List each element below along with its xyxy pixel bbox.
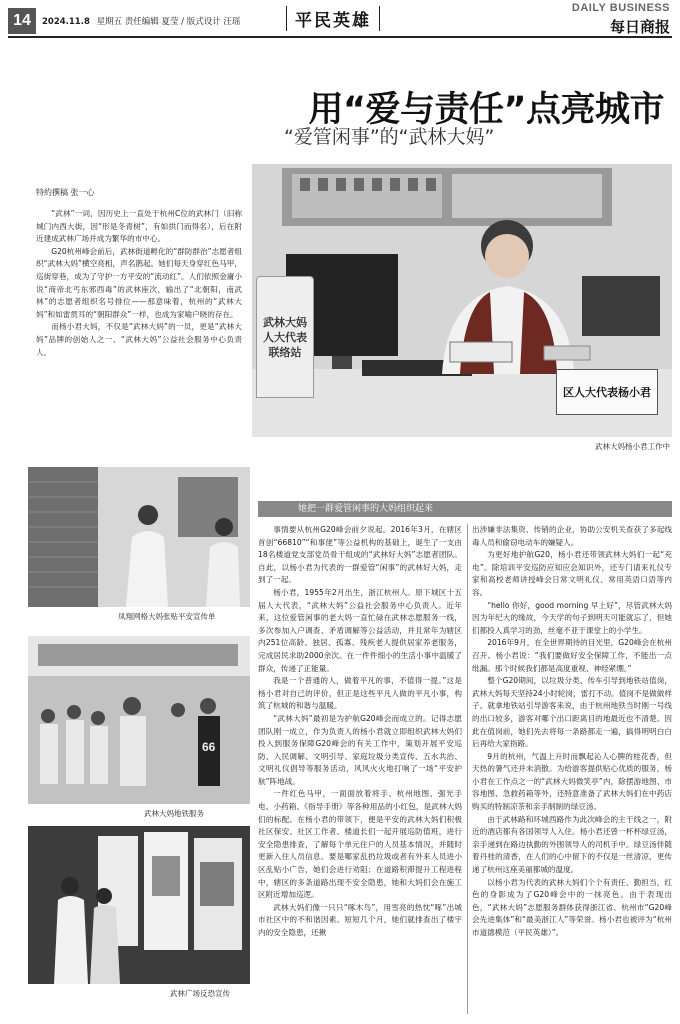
subheadline: “爱管闲事”的“武林大妈” bbox=[284, 126, 495, 148]
paragraph: 出涉嫌非法集资、传销的企业，协助公安机关查获了多起线毒人员和偷窃电动车的嫌疑人。 bbox=[472, 525, 672, 547]
banner-line: 联络站 bbox=[268, 345, 302, 359]
body-column-1 bbox=[258, 524, 462, 940]
paragraph: “武林大妈”最初是为护航G20峰会而成立的。记得志愿团队刚一成立，作为负责人的杨小君就立即组织武林大妈们投入到服务保障G20峰会的有关工作中，策划开展平安巡防、入民调解、文明引导、家庭垃圾分类宣传、五水共治、文明礼仪倡导等服务活动，风风火火地打响了一场“平安护航”阵地战。 bbox=[258, 713, 462, 786]
page-number: 14 bbox=[8, 8, 36, 34]
section-title-bar bbox=[258, 501, 672, 517]
body-column-2 bbox=[472, 524, 672, 940]
paragraph: G20杭州峰会前后，武林街道孵化的“群防群治”志愿者组织“武林大妈”横空亮相，声名鹊起。她们每天身穿红色马甲，巡街穿巷，成为了守护一方平安的“流动红”。人们依照金庸小说“商帝北丐东邪西毒”的武林座次，输出了“北朝阳，南武林”的志愿者组织名号排位——那意味着，杭州的“武林大妈”和如雷贯耳的“朝阳群众”一样，也成为家喻户晓的存在。 bbox=[36, 246, 242, 319]
paragraph: 9月的杭州，气温上升时而飘起沁人心脾的桂花香，但天热的暑气还并未消散。为给游客提供贴心优质的服务，杨小君在工作点之一的“武林大妈微笑亭”内，除摆游地图、市容地图、急救药箱等外，还特意准备了武林大妈们在中药店购买的特制凉茶和亲手制制的绿豆汤。 bbox=[472, 751, 672, 812]
photo-poster-posting bbox=[28, 467, 250, 607]
main-photo-caption: 武林大妈杨小君工作中 bbox=[595, 442, 670, 451]
column-label: 平民英雄 bbox=[286, 6, 380, 31]
liaison-banner bbox=[256, 276, 314, 398]
paragraph: 事情要从杭州G20峰会前夕说起。2016年3月，在辖区首创“66810”“和事佬”等公益机构的基础上，诞生了一支由18名楼道党支部党员骨干组成的“武林好大妈”志愿者团队。自此，以杨小君为代表的一群爱管“闲事”的武林好大妈，走到了一起。 bbox=[258, 525, 462, 585]
issue-date: 2024.11.8 bbox=[42, 17, 90, 27]
photo3-caption: 武林大妈地铁服务 bbox=[144, 809, 204, 818]
photo2-caption: 凤翔网格大妈张贴平安宣传单 bbox=[118, 612, 216, 621]
headline: 用“爱与责任”点亮城市 bbox=[308, 90, 664, 130]
photo-metro-service bbox=[28, 636, 250, 804]
intro-text bbox=[36, 208, 242, 359]
jersey-number: 66 bbox=[202, 740, 216, 754]
paragraph: 为更好地护航G20，杨小君还带领武林大妈们一起“充电”。除培训平安巡防应知应会知识外，还专门请来礼仪专家和高校老师讲授峰会日常文明礼仪、常用英语口语等内容。 bbox=[472, 550, 672, 597]
photo-antiterror-promo bbox=[28, 826, 250, 984]
photo-metro-illustration bbox=[28, 636, 250, 804]
main-photo bbox=[252, 164, 672, 437]
brand-chinese: 每日商报 bbox=[609, 18, 670, 36]
column-divider bbox=[467, 524, 468, 1014]
paragraph: 2016年9月，在全世界期待的目光里，G20峰会在杭州召开。杨小君说：“我们要做好安全保障工作，不能出一点纰漏。那个时候我们都是高度重视、神经紧绷。” bbox=[472, 638, 672, 673]
paragraph: 杨小君，1955年2月出生，浙江杭州人。原下城区十五届人大代表，“武林大妈”公益社会服务中心负责人。近年来，这位爱管闲事的老大妈一直忙碌在武林志愿服务一线，多次参加入户调查、矛盾调解等公益活动，并且常年为辖区内251位高龄、独居、孤寡、残疾老人提供居家养老服务，完成居民求助2000余次。在一件件细小的生活小事中温暖了群众，传递了正能量。 bbox=[258, 587, 462, 673]
editor-credit: 星期五 责任编辑 夏莹 / 版式设计 汪瑶 bbox=[96, 17, 241, 27]
paragraph: 以杨小君为代表的武林大妈们个个有责任、勤担当，红色的身影成为了G20峰会中的一抹亮色。由于表现出色，“武林大妈”志愿服务群体获得浙江省、杭州市“G20峰会先进集体”和“最美浙江人”等荣誉。杨小君也被评为“杭州市道德模范（平民英雄）”。 bbox=[472, 877, 672, 937]
paragraph: 一件红色马甲，一面面放着将手、杭州地图、强光手电、小药箱、《指导手册》等各种用品的小红包，是武林大妈们的标配。在杨小君的带领下，便是平安的武林大妈们积极社区保安、社区工作者、楼道长们一起开展巡防值班，进行安全隐患排查，了解每个单元住户的人员基本情况，并随时更新入住人员信息。要是哪家乱扔垃圾或者有外来人员进小区乱贴小广告，她们会进行劝阻；在道路积滞提升工程进程中，辖区的多条道路出现不安全隐患，她和大妈们会在施工区附近增加巡逻。 bbox=[258, 789, 462, 900]
brand-english: DAILY BUSINESS bbox=[571, 2, 670, 14]
paragraph: 武林大妈们像一只只“啄木鸟”，用雪亮的热忱“啄”出城市社区中的不和谐因素。短短几个月，她们就排查出了楼宇内的安全隐患，还揪 bbox=[258, 902, 462, 937]
header-rule bbox=[8, 36, 672, 38]
byline: 特約撰稿 张一心 bbox=[36, 188, 95, 197]
paragraph: 整个G20期间，以垃圾分类、传车引导到地铁站值岗，武林大妈每天坚持24小时轮岗，雷打不动。值岗不是做做样子。就拿地铁站引导游客来说，由于杭州地铁当时刚一号线的出口较多，游客对哪个出口距离目的地最近也不清楚。因此在值岗前，她们先去将每一条路都走一遍，搞得明明白白后再给大家指路。 bbox=[472, 676, 672, 749]
paragraph: 由于武林路和环城西路作为此次峰会的主干线之一，附近的酒店都有各国领导人入住。杨小君还曾一杯杯绿豆汤，亲手递到在路边执勤的外围领导人的司机手中。绿豆汤伴随着丹桂的清香，在人们的心中留下的不仅是一丝清凉，更传递了杭州这座美丽都城的温度。 bbox=[472, 814, 672, 875]
issue-meta bbox=[42, 15, 240, 27]
paragraph: 而杨小君大妈，不仅是“武林大妈”的一员，更是“武林大妈”品牌的创始人之一、“武林大妈”公益社会服务中心负责人。 bbox=[36, 322, 242, 357]
photo-antiterror-illustration bbox=[28, 826, 250, 984]
section-title: 她把一群爱管闲事的大妈组织起来 bbox=[298, 504, 434, 514]
paragraph: “hello 你好，good morning 早上好”，尽管武林大妈因为年纪大的缘故，今天学的句子到明天可能就忘了，但她们都投入真学习的劲，丝毫不亚于课堂上的小学生。 bbox=[472, 600, 672, 635]
photo4-caption: 武林广场反恐宣传 bbox=[170, 989, 230, 998]
paragraph: “武林”一词，因历史上一直处于杭州C位的武林门（旧称城门内西大街，因“形是冬青树”，有如拱门而得名），后在附近建成武林广场并成为繁华的市中心。 bbox=[36, 209, 242, 244]
paragraph: 我是一个普通的人，做着平凡的事，不值得一提。”这是杨小君对自己的评价，但正是这些平凡人做的平凡小事，构筑了杭城的和谐与温暖。 bbox=[258, 676, 462, 711]
banner-line: 武林大妈 bbox=[263, 315, 307, 329]
photo-poster-illustration bbox=[28, 467, 250, 607]
desk-name-sign: 区人大代表杨小君 bbox=[556, 369, 658, 415]
banner-line: 人大代表 bbox=[263, 330, 307, 344]
